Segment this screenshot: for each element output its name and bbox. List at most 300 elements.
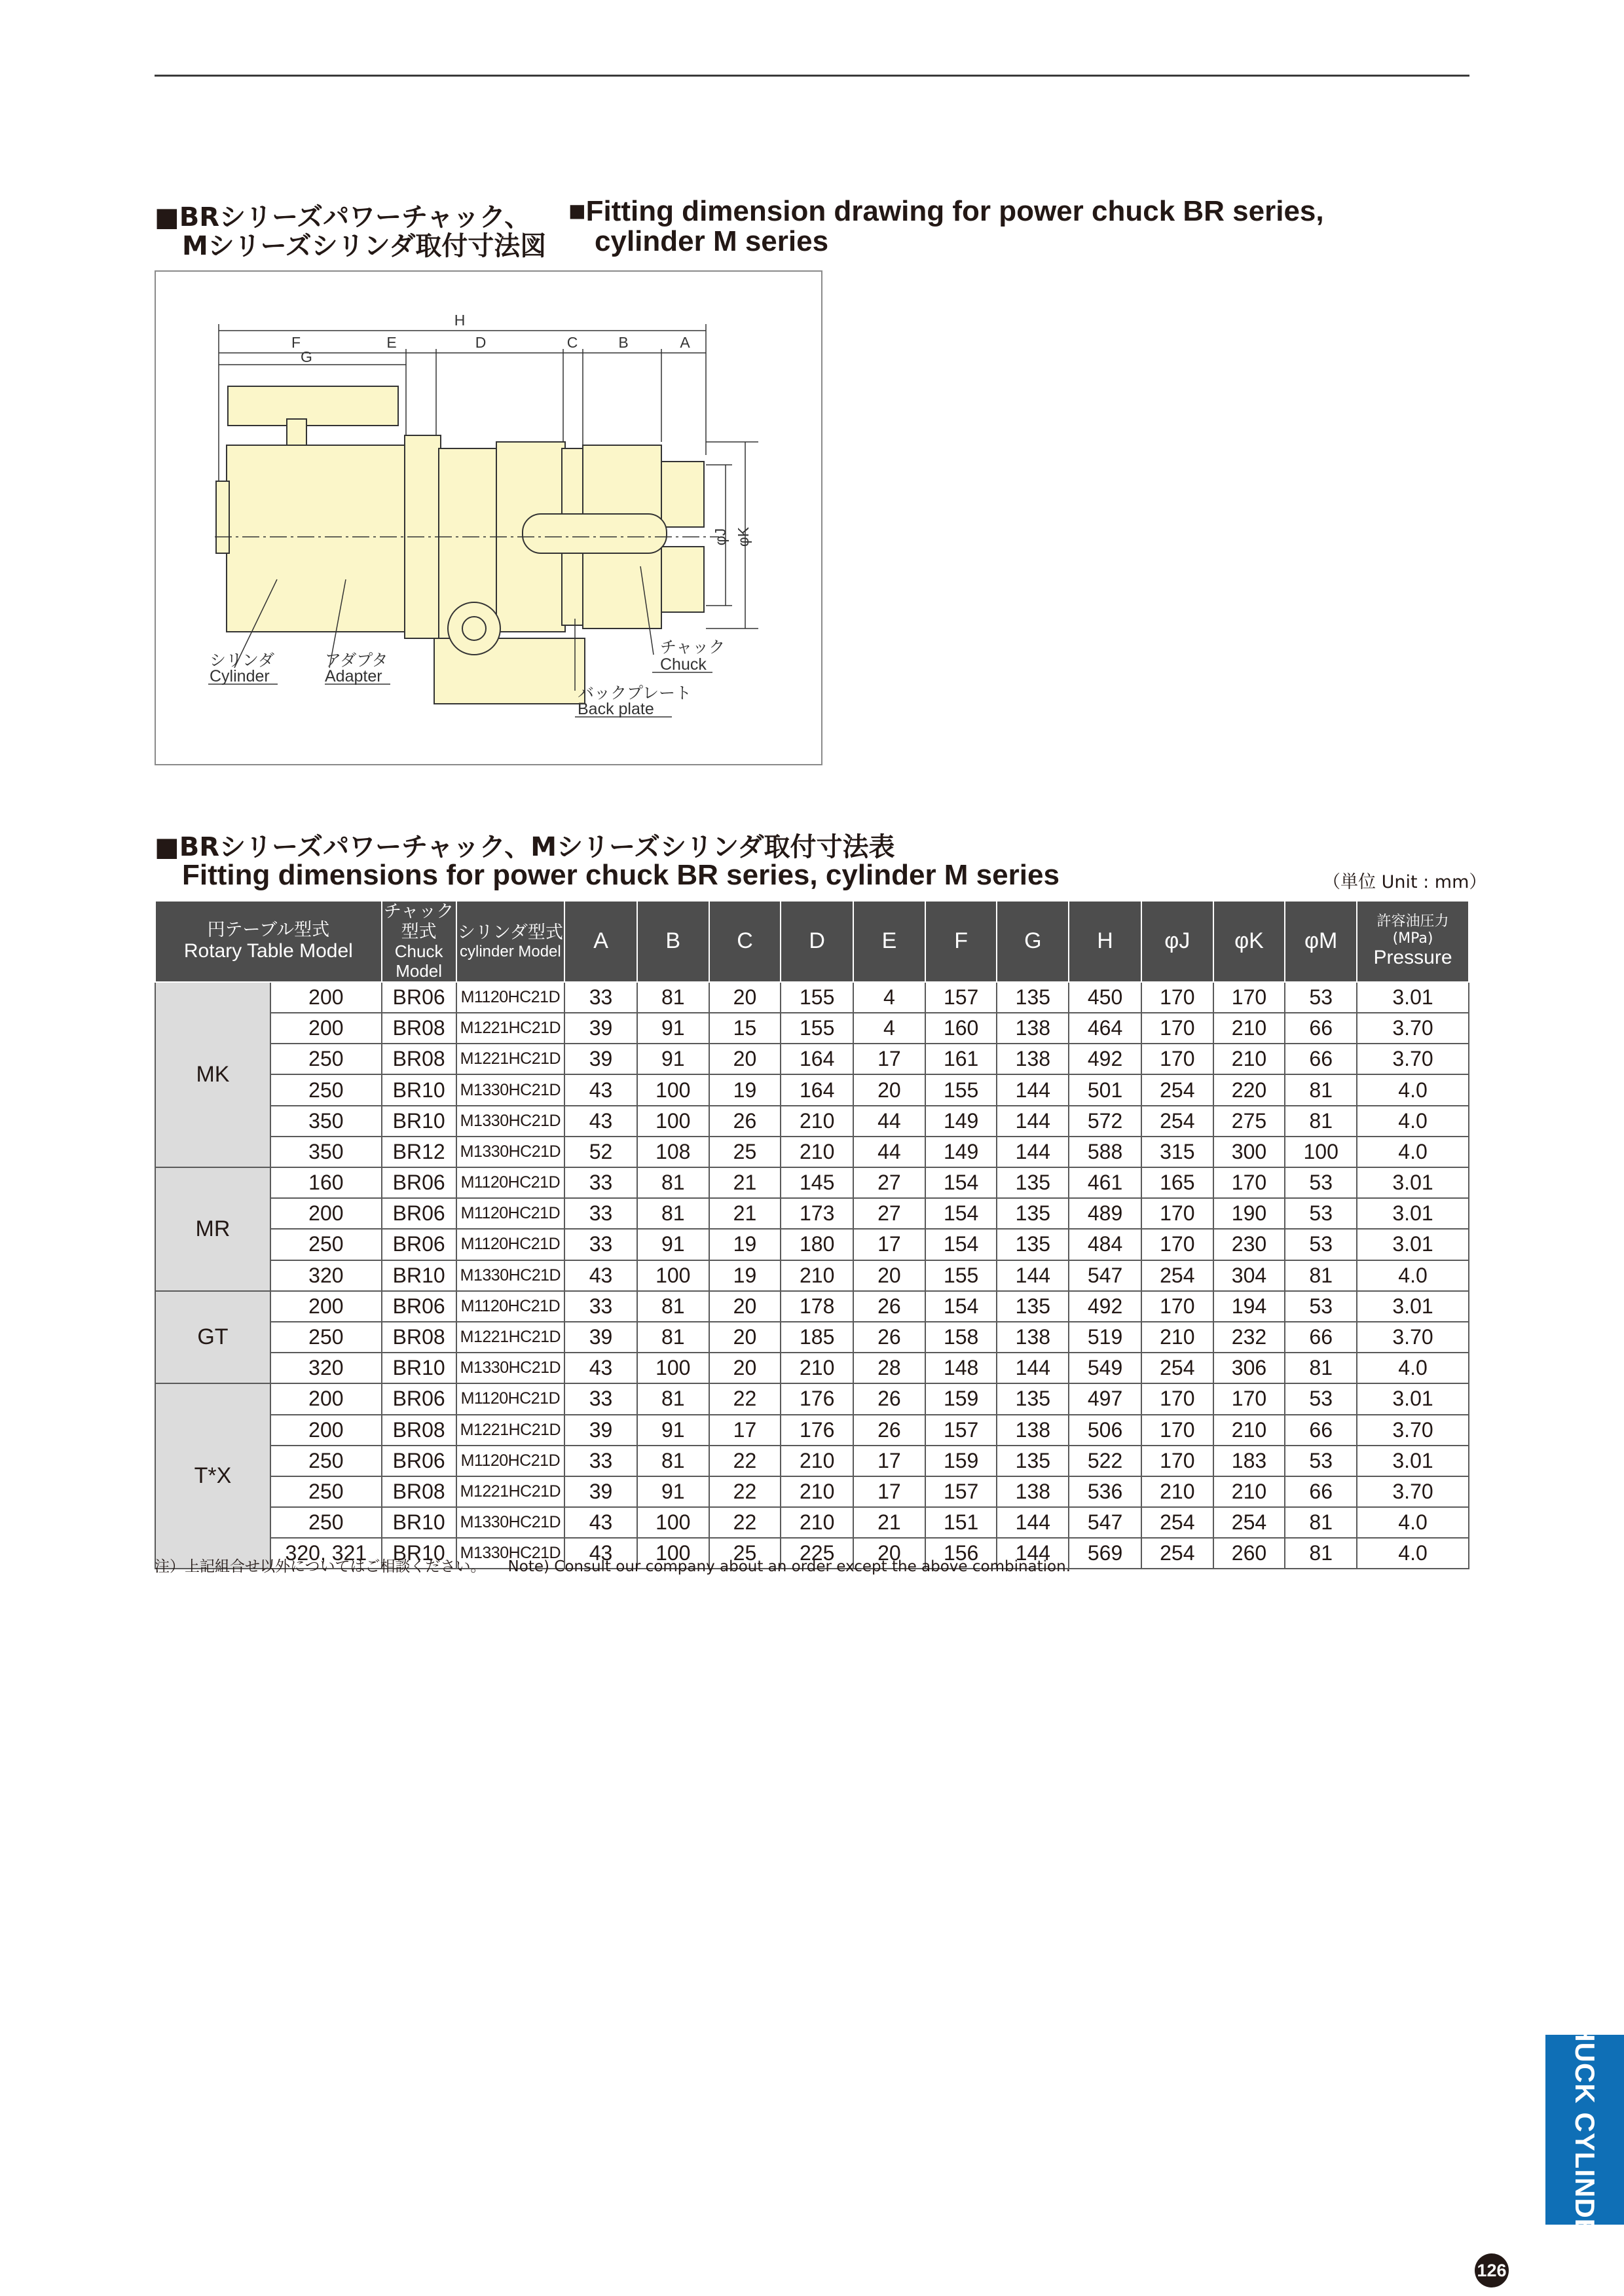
group-cell: GT <box>155 1291 270 1384</box>
dim-a: A <box>680 334 690 351</box>
cell-table-size: 320, 321 <box>270 1538 382 1569</box>
cell-k: 170 <box>1213 1167 1285 1198</box>
cell-j: 210 <box>1141 1476 1213 1507</box>
cell-m: 81 <box>1285 1507 1357 1538</box>
cell-d: 176 <box>781 1415 853 1446</box>
cell-m: 53 <box>1285 1383 1357 1414</box>
dim-phi-j: φJ <box>712 528 729 546</box>
cell-b: 81 <box>637 1167 709 1198</box>
cell-m: 53 <box>1285 1167 1357 1198</box>
cell-f: 154 <box>925 1291 997 1322</box>
cell-chuck: BR10 <box>382 1353 456 1383</box>
cell-k: 170 <box>1213 982 1285 1013</box>
cell-j: 210 <box>1141 1322 1213 1353</box>
cell-f: 159 <box>925 1383 997 1414</box>
cell-k: 306 <box>1213 1353 1285 1383</box>
cell-h: 492 <box>1069 1044 1141 1074</box>
cell-k: 232 <box>1213 1322 1285 1353</box>
cell-j: 170 <box>1141 1229 1213 1260</box>
footnote-en: Note) Consult our company about an order except the above combination. <box>507 1558 1071 1575</box>
cell-k: 210 <box>1213 1013 1285 1044</box>
cell-a: 39 <box>564 1476 637 1507</box>
cell-m: 53 <box>1285 1198 1357 1229</box>
header-e: E <box>853 901 925 982</box>
cell-h: 569 <box>1069 1538 1141 1569</box>
cell-f: 148 <box>925 1353 997 1383</box>
cell-e: 21 <box>853 1507 925 1538</box>
cell-a: 39 <box>564 1322 637 1353</box>
cell-chuck: BR08 <box>382 1415 456 1446</box>
cell-a: 39 <box>564 1013 637 1044</box>
cell-p: 4.0 <box>1357 1507 1469 1538</box>
cell-m: 81 <box>1285 1260 1357 1291</box>
cell-k: 275 <box>1213 1106 1285 1137</box>
label-chuck-en: Chuck <box>660 655 707 674</box>
table-header-row <box>155 901 1469 982</box>
cell-d: 210 <box>781 1476 853 1507</box>
table-row <box>155 1476 1469 1507</box>
dim-c: C <box>566 334 578 351</box>
cell-cyl: M1221HC21D <box>456 1476 565 1507</box>
cell-table-size: 250 <box>270 1229 382 1260</box>
cell-chuck: BR10 <box>382 1507 456 1538</box>
cell-m: 81 <box>1285 1106 1357 1137</box>
cell-k: 220 <box>1213 1074 1285 1105</box>
cell-b: 91 <box>637 1229 709 1260</box>
cell-k: 210 <box>1213 1476 1285 1507</box>
dimension-drawing <box>155 270 822 765</box>
dim-d: D <box>475 334 487 351</box>
cell-h: 484 <box>1069 1229 1141 1260</box>
header-a: A <box>564 901 637 982</box>
cell-b: 108 <box>637 1137 709 1167</box>
cell-table-size: 250 <box>270 1322 382 1353</box>
cell-chuck: BR08 <box>382 1013 456 1044</box>
table-row <box>155 1074 1469 1105</box>
cell-table-size: 200 <box>270 1415 382 1446</box>
table-row <box>155 1167 1469 1198</box>
cell-f: 159 <box>925 1446 997 1476</box>
label-backplate-jp: バックプレート <box>578 683 692 702</box>
cell-e: 17 <box>853 1044 925 1074</box>
cell-a: 33 <box>564 1167 637 1198</box>
cell-chuck: BR08 <box>382 1322 456 1353</box>
cell-j: 170 <box>1141 1013 1213 1044</box>
cell-chuck: BR08 <box>382 1476 456 1507</box>
cell-d: 185 <box>781 1322 853 1353</box>
header-cylinder-model: シリンダ型式 cylinder Model <box>456 901 565 982</box>
cell-c: 22 <box>709 1507 781 1538</box>
cell-p: 4.0 <box>1357 1137 1469 1167</box>
cell-h: 506 <box>1069 1415 1141 1446</box>
cell-c: 19 <box>709 1229 781 1260</box>
cell-p: 4.0 <box>1357 1106 1469 1137</box>
cell-b: 100 <box>637 1538 709 1569</box>
cell-p: 3.70 <box>1357 1044 1469 1074</box>
cell-e: 26 <box>853 1291 925 1322</box>
cell-g: 138 <box>997 1415 1069 1446</box>
top-rule <box>155 75 1469 77</box>
cell-p: 3.01 <box>1357 1229 1469 1260</box>
cell-g: 144 <box>997 1260 1069 1291</box>
cell-h: 588 <box>1069 1137 1141 1167</box>
table-row <box>155 1291 1469 1322</box>
cell-p: 4.0 <box>1357 1353 1469 1383</box>
jaw-upper <box>661 462 704 527</box>
dim-e: E <box>386 334 397 351</box>
cell-b: 81 <box>637 1291 709 1322</box>
cell-p: 4.0 <box>1357 1538 1469 1569</box>
cell-b: 91 <box>637 1415 709 1446</box>
cylinder-valve <box>287 419 306 445</box>
cell-b: 81 <box>637 982 709 1013</box>
cell-k: 190 <box>1213 1198 1285 1229</box>
cell-j: 170 <box>1141 982 1213 1013</box>
table-row <box>155 1260 1469 1291</box>
header-f: F <box>925 901 997 982</box>
chuck-cylinder-drawing <box>156 272 821 764</box>
cell-chuck: BR08 <box>382 1044 456 1074</box>
cell-cyl: M1330HC21D <box>456 1106 565 1137</box>
cell-e: 20 <box>853 1538 925 1569</box>
cell-a: 39 <box>564 1044 637 1074</box>
cell-h: 450 <box>1069 982 1141 1013</box>
cell-h: 572 <box>1069 1106 1141 1137</box>
label-cylinder-en: Cylinder <box>210 667 270 685</box>
cell-j: 170 <box>1141 1383 1213 1414</box>
cell-g: 135 <box>997 1167 1069 1198</box>
cell-g: 135 <box>997 1446 1069 1476</box>
cell-m: 100 <box>1285 1137 1357 1167</box>
cell-k: 254 <box>1213 1507 1285 1538</box>
cell-b: 100 <box>637 1074 709 1105</box>
cell-h: 549 <box>1069 1353 1141 1383</box>
dimension-table <box>155 900 1469 1569</box>
cell-cyl: M1330HC21D <box>456 1353 565 1383</box>
cell-m: 81 <box>1285 1353 1357 1383</box>
draw-tube <box>523 514 667 553</box>
cell-chuck: BR06 <box>382 1167 456 1198</box>
cell-g: 138 <box>997 1476 1069 1507</box>
cell-j: 170 <box>1141 1291 1213 1322</box>
cell-k: 260 <box>1213 1538 1285 1569</box>
cell-c: 25 <box>709 1538 781 1569</box>
cell-m: 66 <box>1285 1476 1357 1507</box>
table-row <box>155 1507 1469 1538</box>
cell-chuck: BR06 <box>382 1229 456 1260</box>
cell-k: 210 <box>1213 1044 1285 1074</box>
cell-j: 254 <box>1141 1353 1213 1383</box>
cell-cyl: M1330HC21D <box>456 1538 565 1569</box>
cell-h: 497 <box>1069 1383 1141 1414</box>
cell-d: 210 <box>781 1507 853 1538</box>
cell-p: 4.0 <box>1357 1260 1469 1291</box>
cell-f: 161 <box>925 1044 997 1074</box>
cell-b: 100 <box>637 1353 709 1383</box>
cylinder-body <box>227 445 407 632</box>
cell-e: 27 <box>853 1198 925 1229</box>
cell-g: 135 <box>997 1383 1069 1414</box>
cell-c: 20 <box>709 1322 781 1353</box>
header-d: D <box>781 901 853 982</box>
header-phi-m: φM <box>1285 901 1357 982</box>
cell-chuck: BR06 <box>382 1291 456 1322</box>
table-row <box>155 1137 1469 1167</box>
cell-j: 170 <box>1141 1446 1213 1476</box>
cell-a: 43 <box>564 1507 637 1538</box>
cell-c: 22 <box>709 1383 781 1414</box>
cell-b: 91 <box>637 1013 709 1044</box>
header-phi-j: φJ <box>1141 901 1213 982</box>
cell-d: 176 <box>781 1383 853 1414</box>
cell-f: 157 <box>925 982 997 1013</box>
cell-d: 210 <box>781 1106 853 1137</box>
cell-cyl: M1120HC21D <box>456 1198 565 1229</box>
drawing-title-en-line2: cylinder M series <box>595 225 829 257</box>
cell-cyl: M1120HC21D <box>456 1167 565 1198</box>
cell-cyl: M1120HC21D <box>456 1291 565 1322</box>
cell-d: 164 <box>781 1044 853 1074</box>
cell-m: 53 <box>1285 982 1357 1013</box>
cell-table-size: 250 <box>270 1446 382 1476</box>
cell-a: 43 <box>564 1074 637 1105</box>
cell-cyl: M1120HC21D <box>456 982 565 1013</box>
cell-g: 138 <box>997 1044 1069 1074</box>
dim-h: H <box>454 312 466 329</box>
cell-a: 43 <box>564 1353 637 1383</box>
cell-m: 53 <box>1285 1446 1357 1476</box>
table-row <box>155 1353 1469 1383</box>
cell-m: 66 <box>1285 1415 1357 1446</box>
cell-e: 17 <box>853 1229 925 1260</box>
cell-d: 155 <box>781 1013 853 1044</box>
cell-a: 39 <box>564 1415 637 1446</box>
cell-c: 22 <box>709 1446 781 1476</box>
cell-e: 28 <box>853 1353 925 1383</box>
cell-e: 17 <box>853 1446 925 1476</box>
label-backplate-en: Back plate <box>578 700 654 718</box>
cell-j: 170 <box>1141 1198 1213 1229</box>
cell-d: 225 <box>781 1538 853 1569</box>
cell-k: 210 <box>1213 1415 1285 1446</box>
cell-f: 154 <box>925 1167 997 1198</box>
side-tab-chuck-cylinder <box>1545 2001 1624 2258</box>
cell-c: 20 <box>709 1044 781 1074</box>
cell-p: 3.70 <box>1357 1476 1469 1507</box>
cell-table-size: 200 <box>270 982 382 1013</box>
cell-k: 230 <box>1213 1229 1285 1260</box>
cell-b: 100 <box>637 1507 709 1538</box>
cell-k: 300 <box>1213 1137 1285 1167</box>
label-adapter-jp: アダプタ <box>325 651 388 670</box>
cell-m: 81 <box>1285 1538 1357 1569</box>
cell-table-size: 250 <box>270 1044 382 1074</box>
cell-cyl: M1330HC21D <box>456 1507 565 1538</box>
cell-c: 20 <box>709 1353 781 1383</box>
header-g: G <box>997 901 1069 982</box>
cell-table-size: 250 <box>270 1476 382 1507</box>
cell-h: 547 <box>1069 1260 1141 1291</box>
footnote <box>155 1554 1093 1576</box>
cell-h: 547 <box>1069 1507 1141 1538</box>
footnote-jp: 注）上記組合せ以外についてはご相談ください。 <box>155 1558 486 1575</box>
cell-j: 254 <box>1141 1106 1213 1137</box>
cell-cyl: M1221HC21D <box>456 1013 565 1044</box>
cell-j: 254 <box>1141 1538 1213 1569</box>
cell-p: 3.70 <box>1357 1013 1469 1044</box>
cell-f: 160 <box>925 1013 997 1044</box>
table-row <box>155 1322 1469 1353</box>
cell-chuck: BR10 <box>382 1074 456 1105</box>
cell-j: 254 <box>1141 1260 1213 1291</box>
cell-j: 254 <box>1141 1074 1213 1105</box>
cell-chuck: BR06 <box>382 1446 456 1476</box>
cell-p: 3.01 <box>1357 1167 1469 1198</box>
cell-a: 52 <box>564 1137 637 1167</box>
cell-table-size: 320 <box>270 1260 382 1291</box>
cell-f: 155 <box>925 1260 997 1291</box>
cell-b: 81 <box>637 1198 709 1229</box>
cell-g: 135 <box>997 1291 1069 1322</box>
cell-e: 17 <box>853 1476 925 1507</box>
cell-a: 33 <box>564 1446 637 1476</box>
cell-table-size: 350 <box>270 1137 382 1167</box>
cell-table-size: 250 <box>270 1507 382 1538</box>
cell-g: 135 <box>997 1229 1069 1260</box>
cell-b: 81 <box>637 1383 709 1414</box>
dim-f: F <box>291 334 301 351</box>
cell-cyl: M1330HC21D <box>456 1260 565 1291</box>
cell-p: 3.70 <box>1357 1415 1469 1446</box>
cell-m: 66 <box>1285 1044 1357 1074</box>
cell-m: 81 <box>1285 1074 1357 1105</box>
cell-g: 144 <box>997 1507 1069 1538</box>
table-title-jp: ■BRシリーズパワーチャック、Mシリーズシリンダ取付寸法表 <box>155 832 895 862</box>
cell-d: 210 <box>781 1353 853 1383</box>
cell-b: 91 <box>637 1476 709 1507</box>
table-row <box>155 1106 1469 1137</box>
table-body <box>155 982 1469 1569</box>
cell-a: 33 <box>564 1383 637 1414</box>
page-number: 126 <box>1475 2253 1509 2287</box>
cell-chuck: BR06 <box>382 1198 456 1229</box>
cell-k: 183 <box>1213 1446 1285 1476</box>
cell-j: 170 <box>1141 1044 1213 1074</box>
cell-h: 519 <box>1069 1322 1141 1353</box>
cell-a: 33 <box>564 982 637 1013</box>
cell-f: 155 <box>925 1074 997 1105</box>
cell-c: 19 <box>709 1074 781 1105</box>
cell-g: 144 <box>997 1074 1069 1105</box>
table-row <box>155 1198 1469 1229</box>
cell-f: 154 <box>925 1229 997 1260</box>
cell-d: 145 <box>781 1167 853 1198</box>
cell-c: 17 <box>709 1415 781 1446</box>
cylinder-rear-cap <box>216 481 229 553</box>
cell-c: 20 <box>709 1291 781 1322</box>
table-row <box>155 1383 1469 1414</box>
cell-h: 464 <box>1069 1013 1141 1044</box>
cell-c: 21 <box>709 1198 781 1229</box>
cell-m: 66 <box>1285 1322 1357 1353</box>
cell-m: 66 <box>1285 1013 1357 1044</box>
cell-table-size: 160 <box>270 1167 382 1198</box>
cell-p: 3.01 <box>1357 1198 1469 1229</box>
cell-p: 3.01 <box>1357 1291 1469 1322</box>
cell-b: 100 <box>637 1106 709 1137</box>
cell-g: 138 <box>997 1013 1069 1044</box>
cell-f: 151 <box>925 1507 997 1538</box>
cell-g: 144 <box>997 1353 1069 1383</box>
cell-d: 210 <box>781 1260 853 1291</box>
cell-e: 26 <box>853 1322 925 1353</box>
cell-e: 44 <box>853 1137 925 1167</box>
cell-e: 26 <box>853 1415 925 1446</box>
header-h: H <box>1069 901 1141 982</box>
cell-h: 489 <box>1069 1198 1141 1229</box>
cell-d: 180 <box>781 1229 853 1260</box>
cell-cyl: M1221HC21D <box>456 1044 565 1074</box>
cell-chuck: BR10 <box>382 1260 456 1291</box>
cell-d: 210 <box>781 1446 853 1476</box>
cell-m: 53 <box>1285 1229 1357 1260</box>
cell-table-size: 320 <box>270 1353 382 1383</box>
group-cell: MR <box>155 1167 270 1291</box>
cell-cyl: M1120HC21D <box>456 1383 565 1414</box>
cell-e: 20 <box>853 1260 925 1291</box>
label-cylinder-jp: シリンダ <box>210 651 275 670</box>
header-c: C <box>709 901 781 982</box>
cell-j: 315 <box>1141 1137 1213 1167</box>
cell-f: 149 <box>925 1137 997 1167</box>
cell-j: 254 <box>1141 1507 1213 1538</box>
cell-p: 3.01 <box>1357 982 1469 1013</box>
cell-h: 522 <box>1069 1446 1141 1476</box>
cell-h: 501 <box>1069 1074 1141 1105</box>
cell-e: 4 <box>853 1013 925 1044</box>
cell-g: 144 <box>997 1137 1069 1167</box>
cell-e: 26 <box>853 1383 925 1414</box>
cell-chuck: BR12 <box>382 1137 456 1167</box>
cell-k: 170 <box>1213 1383 1285 1414</box>
cell-p: 3.70 <box>1357 1322 1469 1353</box>
dim-b: B <box>618 334 629 351</box>
cell-c: 22 <box>709 1476 781 1507</box>
cell-table-size: 250 <box>270 1074 382 1105</box>
cell-c: 21 <box>709 1167 781 1198</box>
cell-e: 44 <box>853 1106 925 1137</box>
side-tab-label: CHUCK CYLINDER <box>1570 2001 1600 2258</box>
cell-f: 158 <box>925 1322 997 1353</box>
cell-f: 156 <box>925 1538 997 1569</box>
cell-a: 43 <box>564 1260 637 1291</box>
cell-table-size: 200 <box>270 1291 382 1322</box>
jaw-lower <box>661 547 704 612</box>
cell-d: 210 <box>781 1137 853 1167</box>
header-phi-k: φK <box>1213 901 1285 982</box>
cell-g: 138 <box>997 1322 1069 1353</box>
cell-c: 20 <box>709 982 781 1013</box>
cell-j: 170 <box>1141 1415 1213 1446</box>
cell-f: 157 <box>925 1476 997 1507</box>
cell-g: 144 <box>997 1538 1069 1569</box>
cell-b: 81 <box>637 1446 709 1476</box>
cell-d: 178 <box>781 1291 853 1322</box>
cell-cyl: M1120HC21D <box>456 1229 565 1260</box>
cell-cyl: M1120HC21D <box>456 1446 565 1476</box>
cell-b: 100 <box>637 1260 709 1291</box>
cell-p: 4.0 <box>1357 1074 1469 1105</box>
